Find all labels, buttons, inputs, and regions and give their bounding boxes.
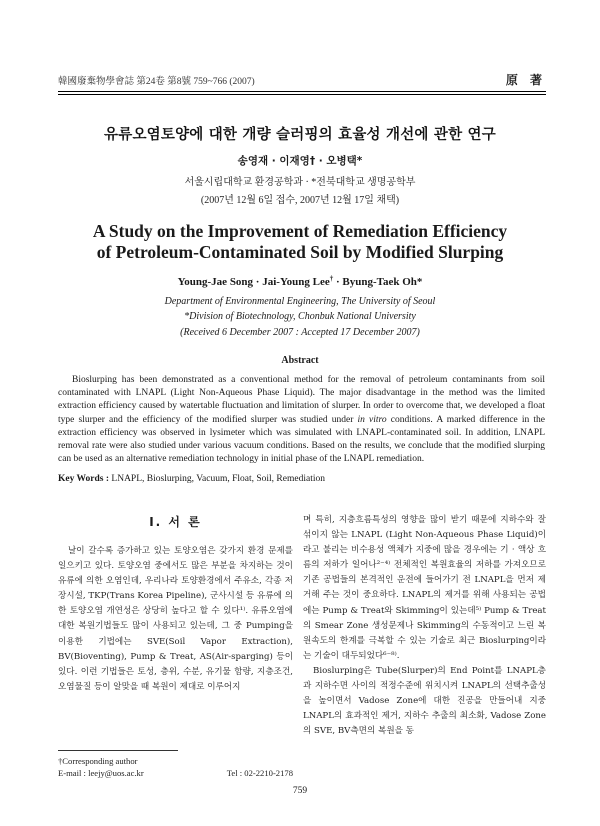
header-rule-thin bbox=[58, 94, 546, 95]
footnote bbox=[58, 755, 293, 779]
footnote-contact bbox=[58, 767, 293, 779]
abstract-text-before: Bioslurping has been demonstrated as a conventional method for the removal of petroleum contaminants from soil contaminated with LNAPL (Light Non-Aqueous Phase Liquid). The major disadvantage in the method was the limited extraction efficiency caused by watertable fluctuation and limitation of slurper. In order to overcome that, we developed a float type slurper and the efficiency of the modified slurper was studied under bbox=[58, 375, 545, 425]
section-heading-introduction: I. 서 론 bbox=[149, 515, 202, 529]
affiliation-english-1: Department of Environmental Engineering, The University of Seoul bbox=[164, 296, 436, 307]
authors-english bbox=[40, 276, 560, 288]
authors-english-part1: Young-Jae Song · Jai-Young Lee bbox=[177, 276, 330, 288]
intro-paragraph-1: 날이 갈수록 증가하고 있는 토양오염은 갖가지 환경 문제를 일으키고 있다. 토양오염 중에서도 많은 부분을 차지하는 것이 유류에 의한 오염인데, 우리나라 토양환경에서 주유소, 각종 저장시설, TKP(Trans Korea Pipeline), 군사시설 등 유류에 의한 토양오염 개연성은 상당히 높다고 할 수 있다¹⁾. 유류오염에 대한 복원기법들도 많이 사용되고 있는데, 그 중 Pumping을 이용한 기법에는 SVE(Soil Vapor Extraction), BV(Bioventing), Pump & Treat, AS(Air-sparging) 등이 있다. 이런 기법들은 토성, 층위, 수분, 유기물 함량, 지층조건, 오염물질 등이 알맞을 때 복원이 제대로 이루어지 bbox=[58, 546, 293, 692]
dates-korean: (2007년 12월 6일 접수, 2007년 12월 17일 채택) bbox=[200, 195, 400, 206]
footnote-tel: Tel : 02-2210-2178 bbox=[226, 768, 293, 778]
right-column bbox=[303, 513, 546, 739]
footnote-rule bbox=[58, 750, 178, 751]
intro-paragraph-2: Bioslurping은 Tube(Slurper)의 End Point를 LNAPL층과 지하수면 사이의 적정수준에 위치시켜 LNAPL의 선택추출성을 높이면서 Vadose Zone에 대한 진공을 만들어내 지중 LNAPL의 효과적인 제거, 지하수 추출의 최소화, Vadose Zone의 SVE, BV측면의 복원을 동 bbox=[303, 665, 546, 737]
abstract-text-after: conditions. A marked difference in the extraction efficiency was observed in lysimeter which was simulated with LNAPL-contaminated soil. In addition, LNAPL removal rate were also studied under various vacuum conditions. Based on the results, we conclude that the modified slurping can be used as an alternative remediation technology in initial phase of the LNAPL remediation. bbox=[58, 414, 546, 465]
left-column-text bbox=[58, 544, 293, 695]
corresponding-dagger: † bbox=[329, 274, 334, 283]
footnote-email: E-mail : leejy@uos.ac.kr bbox=[58, 768, 144, 778]
affiliation-korean: 서울시립대학교 환경공학과 · *전북대학교 생명공학부 bbox=[184, 177, 416, 188]
dates-english: (Received 6 December 2007 : Accepted 17 December 2007) bbox=[180, 327, 420, 338]
journal-reference: 韓國廢棄物學會誌 第24卷 第8號 759~766 (2007) bbox=[58, 77, 255, 87]
affiliation-english-2: *Division of Biotechnology, Chonbuk National University bbox=[184, 311, 416, 322]
abstract-paragraph bbox=[58, 374, 545, 466]
keywords-label: Key Words : bbox=[58, 474, 112, 484]
authors-korean: 송영재 · 이재영† · 오병택* bbox=[237, 155, 363, 167]
abstract-heading: Abstract bbox=[281, 355, 319, 366]
intro-paragraph-1-continued: 며 특히, 지층흐름특성의 영향을 많이 받기 때문에 지하수와 잘 섞이지 않는 LNAPL (Light Non-Aqueous Phase Liquid)이라고 불리는 비수용성 액체가 지중에 많을 경우에는 기 · 액상 흐름의 저하가 일어나²⁻⁴⁾ 전체적인 복원효율의 저하를 가져오므로 기존 공법들의 본격적인 운전에 들어가기 전 LNAPL을 먼저 제거해 주는 것이 중요하다. LNAPL의 제거를 위해 사용되는 공법에는 Pump & Treat와 Skimming이 있는데⁵⁾ Pump & Treat의 Smear Zone 생성문제나 Skimming의 수동적이고 느린 복원속도의 한계를 극복할 수 있는 기술로 최근 Bioslurping이라는 기술이 대두되었다⁶⁻⁸⁾. bbox=[303, 515, 546, 661]
right-column-text bbox=[303, 513, 546, 739]
abstract-body bbox=[58, 374, 545, 466]
footnote-label: †Corresponding author bbox=[58, 756, 138, 766]
page-number: 759 bbox=[292, 786, 308, 796]
journal-header bbox=[58, 71, 546, 89]
title-english-line1: A Study on the Improvement of Remediation Efficiency bbox=[92, 221, 508, 241]
title-english-line2: of Petroleum-Contaminated Soil by Modified Slurping bbox=[96, 242, 504, 262]
abstract-text-italic: in vitro bbox=[357, 414, 387, 425]
title-korean: 유류오염토양에 대한 개량 슬러핑의 효율성 개선에 관한 연구 bbox=[104, 127, 496, 143]
keywords bbox=[58, 474, 545, 484]
keywords-value: LNAPL, Bioslurping, Vacuum, Float, Soil, Remediation bbox=[111, 474, 325, 484]
header-rule bbox=[58, 91, 546, 92]
left-column bbox=[58, 513, 293, 695]
authors-english-part2: · Byung-Taek Oh* bbox=[333, 276, 423, 288]
article-category: 原 著 bbox=[505, 73, 546, 87]
